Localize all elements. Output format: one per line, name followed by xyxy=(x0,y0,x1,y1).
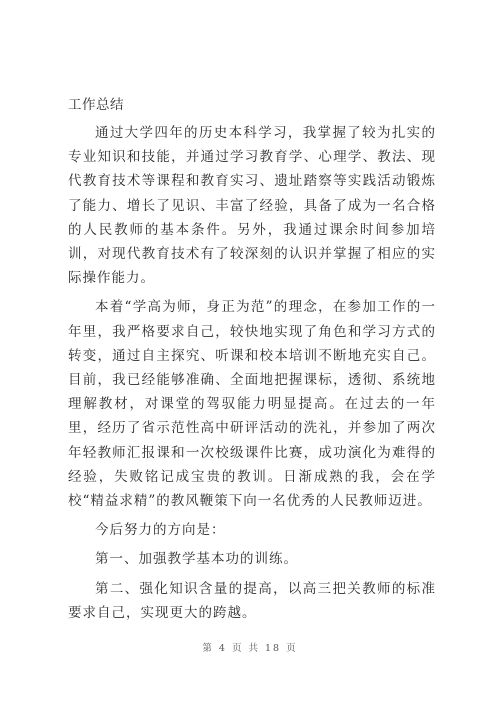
paragraph-study: 通过大学四年的历史本科学习，我掌握了较为扎实的专业知识和技能，并通过学习教育学、心理学、教法、现代教育技术等课程和教育实习、遗址踏察等实践活动锻炼了能力、增长了见识、丰富了经验，具备了成为一名合格的人民教师的基本条件。另外，我通过课余时间参加培训，对现代教育技术有了较深刻的认识并掌握了相应的实际操作能力。 xyxy=(68,125,436,287)
paragraph-direction-intro: 今后努力的方向是： xyxy=(95,522,226,539)
document-body xyxy=(68,93,436,630)
paragraph-work: 本着“学高为师，身正为范”的理念，在参加工作的一年里，我严格要求自己，较快地实现了角色和学习方式的转变，通过自主探究、听课和校本培训不断地充实自己。目前，我已经能够准确、全面地把握课标，透彻、系统地理解教材，对课堂的驾驭能力明显提高。在过去的一年里，经历了省示范性高中研评活动的洗礼，并参加了两次年轻教师汇报课和一次校级课件比赛，成功演化为难得的经验，失败铭记成宝贵的教训。日渐成熟的我，会在学校“精益求精”的教风鞭策下向一名优秀的人民教师迈进。 xyxy=(68,299,436,510)
paragraph-goal-2: 第二、强化知识含量的提高，以高三把关教师的标准要求自己，实现更大的跨越。 xyxy=(68,580,436,621)
document-title: 工作总结 xyxy=(68,97,124,113)
page-number-footer: 第 4 页 共 18 页 xyxy=(202,643,298,654)
paragraph-goal-1: 第一、加强教学基本功的训练。 xyxy=(95,551,298,568)
